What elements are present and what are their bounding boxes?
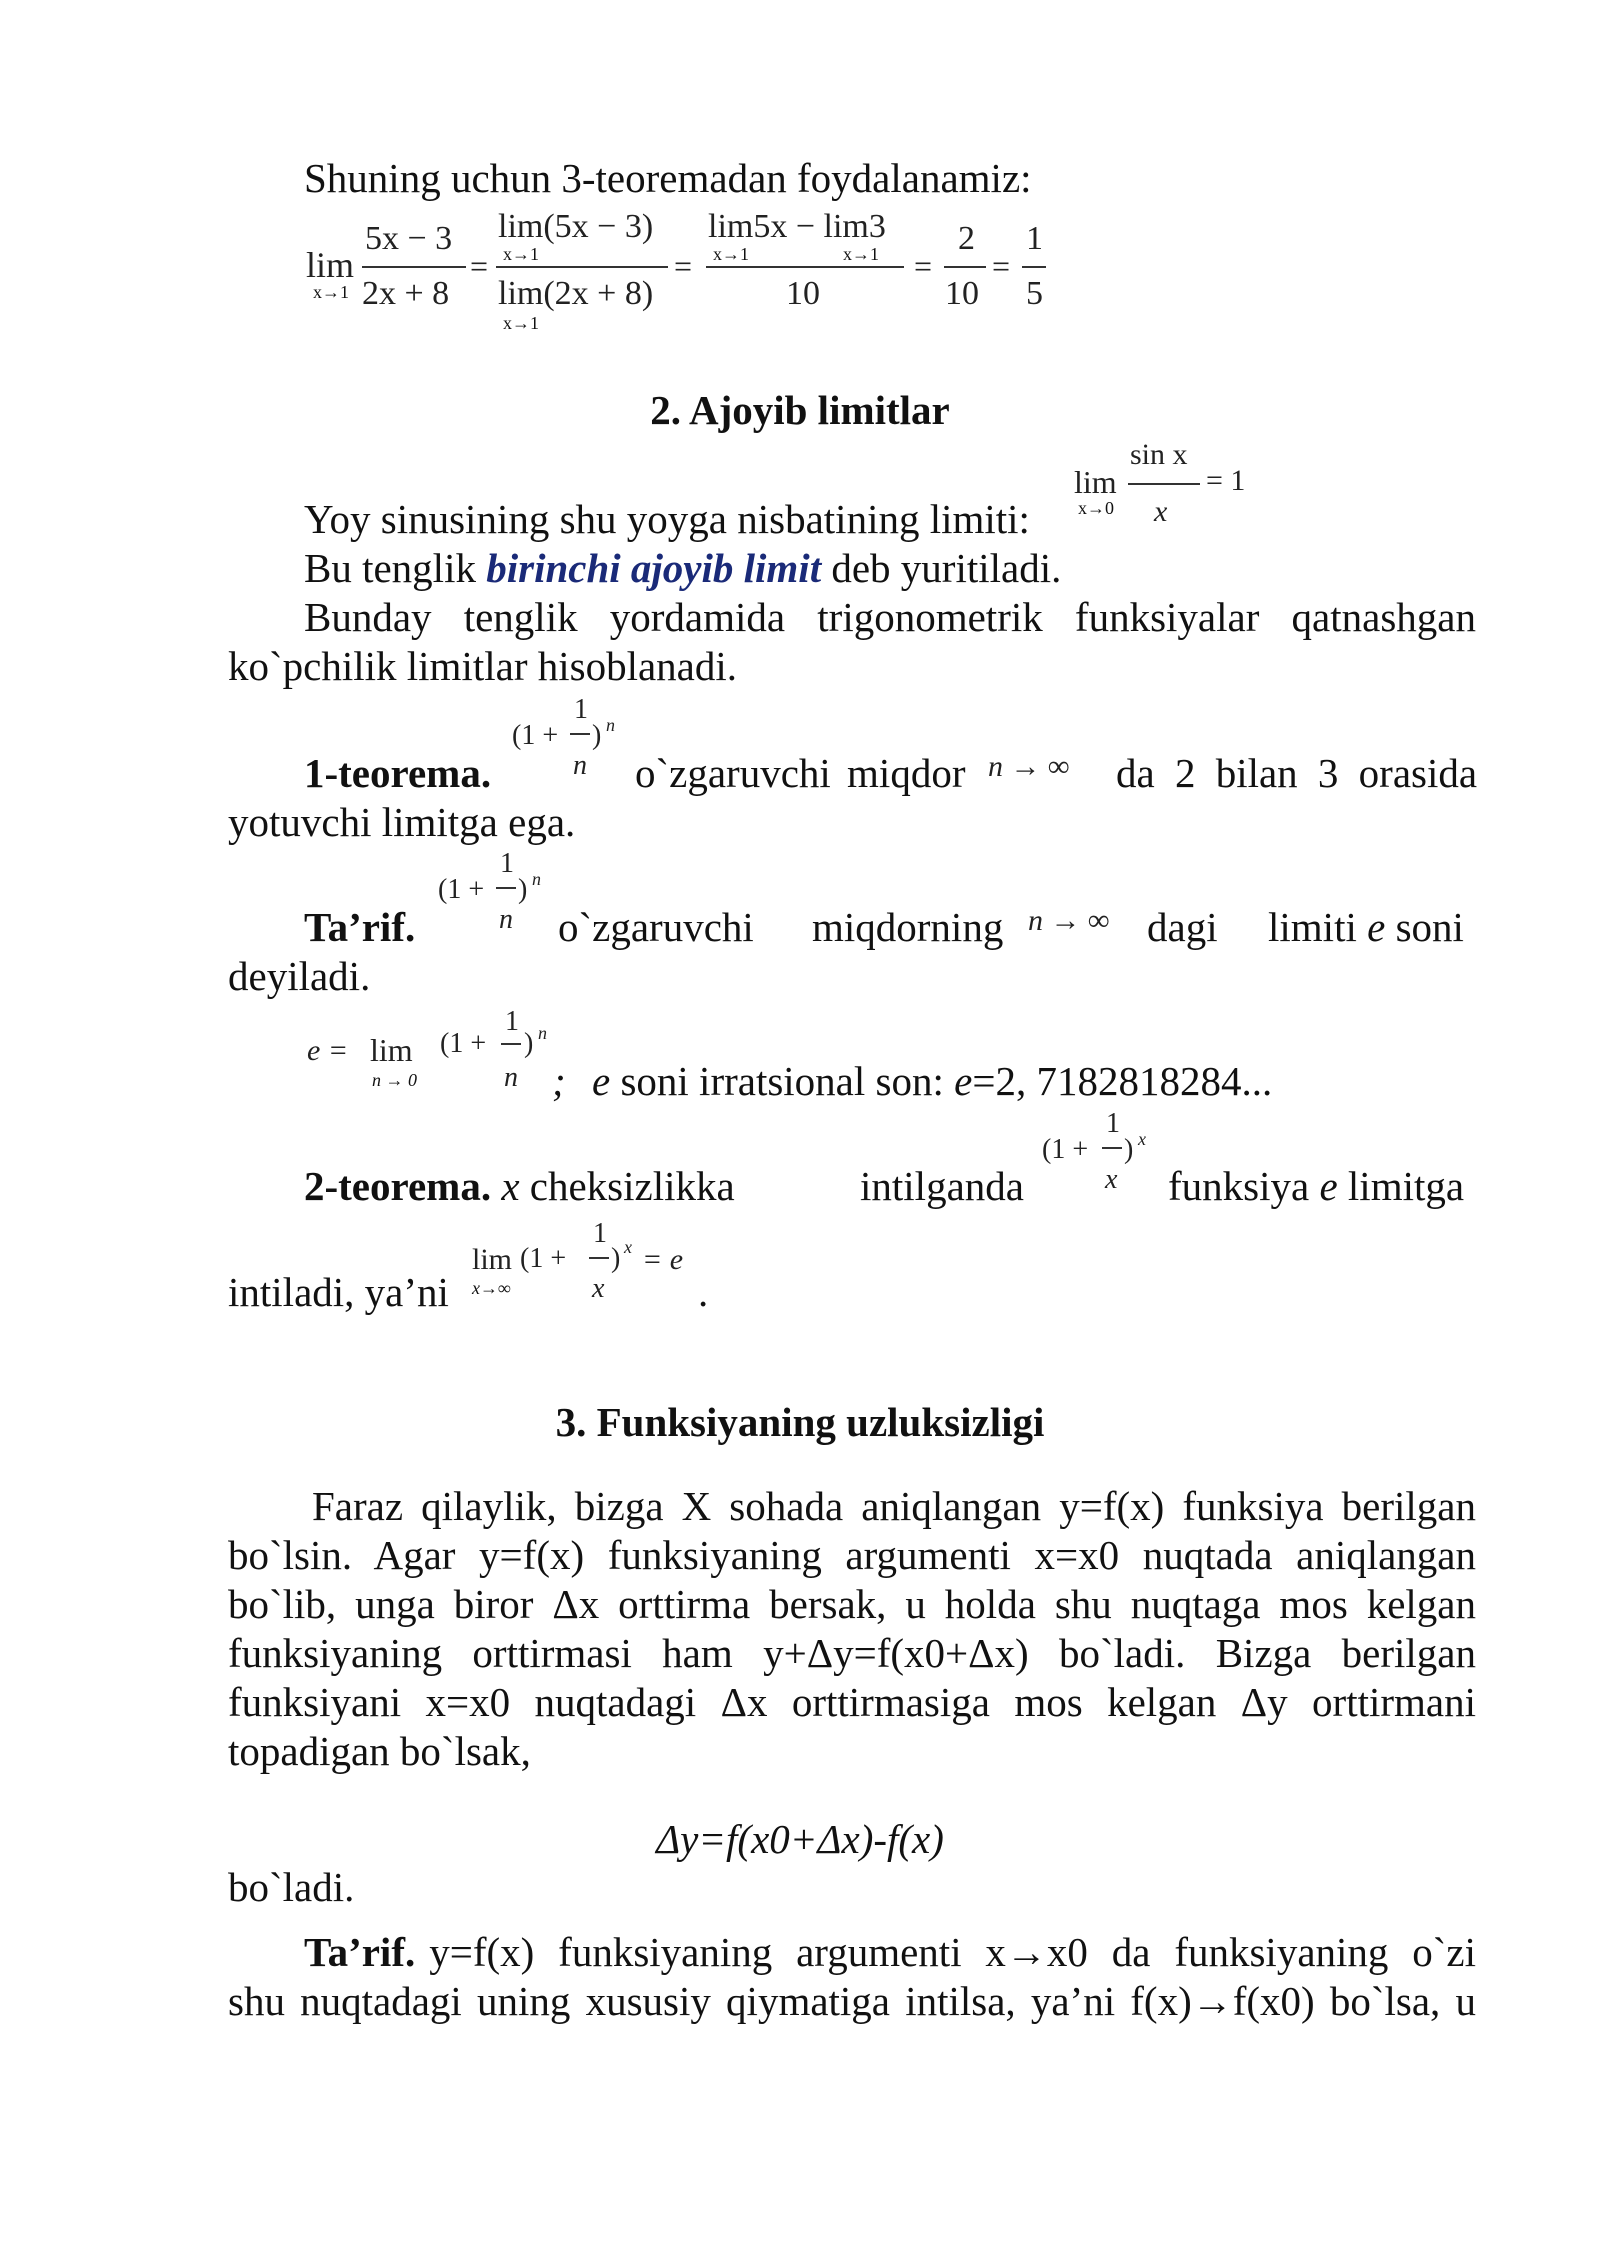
definition-1-word: o`zgaruvchi — [558, 904, 754, 950]
theorem-2-word: intilganda — [860, 1163, 1024, 1209]
frac-denominator: n — [499, 904, 513, 935]
word: Bunday — [304, 594, 432, 640]
bunday-line-1 — [304, 593, 1476, 641]
fraction-2-denominator: lim(2x + 8) — [498, 275, 654, 312]
frac-numerator: 1 — [1106, 1108, 1120, 1139]
faraz-line-4 — [228, 1629, 1476, 1677]
arc-sine-ratio-line: Yoy sinusining shu yoyga nisbatining limiti: — [304, 496, 1030, 542]
exponent-n: n — [532, 869, 541, 889]
text: bo`lib, unga biror Δx orttirma bersak, u holda shu nuqtaga mos kelgan — [228, 1581, 1476, 1627]
equals-e: = e — [642, 1243, 684, 1276]
text: limiti — [1268, 904, 1368, 950]
one-plus: (1 + — [512, 720, 559, 751]
fraction-1-denominator: 2x + 8 — [362, 275, 450, 312]
faraz-line-2 — [228, 1531, 1476, 1579]
definition-2-label: Ta’rif. — [304, 1929, 416, 1975]
exponent-n: n — [538, 1023, 547, 1043]
text: cheksizlikka — [519, 1163, 735, 1209]
frac-numerator: 1 — [593, 1218, 607, 1249]
e-irrational-line — [592, 1057, 1272, 1105]
text: shu nuqtadagi uning xususiy qiymatiga intilsa, ya’ni f(x)→f(x0) bo`lsa, u — [228, 1978, 1476, 2024]
lim: lim — [370, 1032, 413, 1068]
fraction-1-numerator: 5x − 3 — [365, 220, 453, 257]
close-paren: ) — [611, 1243, 621, 1274]
definition-1-label: Ta’rif. — [304, 904, 416, 950]
definition-1-word: dagi — [1147, 904, 1218, 950]
frac-denominator: n — [573, 750, 587, 781]
lim-subscript: x→1 — [313, 282, 349, 302]
fraction-2-numerator: lim(5x − 3) — [498, 208, 654, 245]
lim: lim — [1074, 464, 1117, 500]
close-paren: ) — [1124, 1134, 1134, 1165]
frac-numerator: 1 — [500, 848, 514, 879]
word: qatnashgan — [1291, 594, 1476, 640]
theorem-1-text: o`zgaruvchi miqdor — [635, 750, 966, 796]
fraction-4-denominator: 10 — [945, 275, 979, 312]
fraction-3-num-subscript-a: x→1 — [713, 244, 749, 264]
equals-sign: = — [914, 248, 933, 284]
word: yordamida — [609, 594, 786, 640]
e-symbol: e — [1319, 1163, 1338, 1209]
text: limitga — [1337, 1163, 1465, 1209]
n-to-infinity: n → ∞ — [1028, 904, 1110, 937]
section-3-heading: 3. Funksiyaning uzluksizligi — [555, 1399, 1045, 1445]
theorem-2-end-dot: . — [698, 1269, 709, 1315]
frac-bar — [570, 733, 590, 735]
definition-2-line-2 — [228, 1977, 1476, 2025]
fraction-3-bar — [706, 266, 904, 268]
intro-line: Shuning uchun 3-teoremadan foydalanamiz: — [304, 155, 1032, 201]
lim-subscript: n → 0 — [372, 1070, 417, 1090]
one-plus: (1 + — [438, 874, 485, 905]
sin-numerator: sin x — [1130, 438, 1188, 471]
fraction-4-numerator: 2 — [958, 220, 975, 257]
one-plus: (1 + — [1042, 1134, 1089, 1165]
faraz-line-5 — [228, 1678, 1476, 1726]
equals-sign: = — [674, 248, 693, 284]
fraction-3-denominator: 10 — [786, 275, 820, 312]
e-symbol: e — [592, 1058, 611, 1104]
text: funksiyaning orttirmasi ham y+Δy=f(x0+Δx) bo`ladi. Bizga berilgan — [228, 1630, 1476, 1676]
text: deb yuritiladi. — [821, 545, 1062, 591]
fraction-3-num-subscript-b: x→1 — [843, 244, 879, 264]
theorem-2-line-2: intiladi, ya’ni — [228, 1269, 449, 1315]
theorem-2-tail — [1168, 1162, 1464, 1210]
equals-one: = 1 — [1206, 464, 1246, 497]
equals-sign: = — [470, 248, 489, 284]
exponent-x: x — [624, 1237, 632, 1257]
text: Faraz qilaylik, bizga X sohada aniqlangan y=f(x) funksiya berilgan — [312, 1483, 1476, 1529]
keyword-first-remarkable-limit: birinchi ajoyib limit — [486, 545, 822, 591]
text: funksiya — [1168, 1163, 1320, 1209]
e-symbol: e — [1367, 904, 1386, 950]
text: =2, 7182818284... — [972, 1058, 1273, 1104]
theorem-2-label: 2-teorema. — [304, 1163, 492, 1209]
word: trigonometrik — [817, 594, 1043, 640]
sin-denominator: x — [1154, 495, 1168, 528]
fraction-2-den-subscript: x→1 — [503, 313, 539, 333]
text: soni irratsional son: — [610, 1058, 955, 1104]
frac-numerator: 1 — [505, 1006, 519, 1037]
frac-bar — [501, 1043, 521, 1045]
lim: lim — [306, 245, 355, 285]
close-paren: ) — [524, 1028, 534, 1059]
lim-subscript: x→0 — [1078, 498, 1114, 518]
equals-sign: = — [992, 248, 1011, 284]
fraction-1-bar — [362, 266, 466, 268]
frac-denominator: x — [1105, 1164, 1118, 1195]
frac-numerator: 1 — [574, 694, 588, 725]
section-2-heading: 2. Ajoyib limitlar — [650, 387, 950, 433]
theorem-1-label: 1-teorema. — [304, 750, 492, 796]
e-symbol: e — [954, 1058, 973, 1104]
e-equals: e = — [307, 1034, 349, 1067]
n-to-infinity: n → ∞ — [988, 750, 1070, 783]
one-plus: (1 + — [440, 1028, 487, 1059]
faraz-line-6: topadigan bo`lsak, — [228, 1728, 531, 1774]
faraz-line-1 — [312, 1482, 1476, 1530]
theorem-1-text-end: da 2 bilan 3 orasida — [1116, 750, 1478, 796]
exponent-n: n — [606, 715, 615, 735]
word: tenglik — [463, 594, 578, 640]
definition-1-word: miqdorning — [812, 904, 1004, 950]
theorem-1-line-2: yotuvchi limitga ega. — [228, 799, 576, 845]
frac-bar — [496, 887, 516, 889]
theorem-2-line-1 — [304, 1162, 735, 1210]
e-semicolon: ; — [552, 1058, 566, 1104]
faraz-line-3 — [228, 1580, 1476, 1628]
delta-y-formula: Δy=f(x0+Δx)-f(x) — [656, 1816, 944, 1862]
close-paren: ) — [518, 874, 528, 905]
fraction-5-denominator: 5 — [1026, 275, 1043, 312]
fraction-5-numerator: 1 — [1026, 220, 1043, 257]
bunday-line-2: ko`pchilik limitlar hisoblanadi. — [228, 643, 737, 689]
frac-bar — [589, 1257, 609, 1259]
fraction-5-bar — [1022, 266, 1046, 268]
exponent-x: x — [1138, 1129, 1146, 1149]
fraction-2-bar — [496, 266, 668, 268]
text: Bu tenglik — [304, 545, 487, 591]
lim: lim — [472, 1243, 513, 1276]
lim-subscript: x→∞ — [472, 1278, 511, 1298]
text: funksiyani x=x0 nuqtadagi Δx orttirmasiga mos kelgan Δy orttirmani — [228, 1679, 1476, 1725]
fraction-2-num-subscript: x→1 — [503, 244, 539, 264]
definition-2-line-1 — [304, 1928, 1476, 1976]
frac-denominator: n — [504, 1062, 518, 1093]
x-symbol: x — [491, 1163, 520, 1209]
text: soni — [1385, 904, 1464, 950]
text: y=f(x) funksiyaning argumenti x→x0 da funksiyaning o`zi — [429, 1929, 1476, 1975]
fraction-4-bar — [944, 266, 986, 268]
fraction-3-numerator: lim5x − lim3 — [708, 208, 886, 245]
one-plus: (1 + — [520, 1243, 567, 1274]
text: bo`lsin. Agar y=f(x) funksiyaning argumenti x=x0 nuqtada aniqlangan — [228, 1532, 1476, 1578]
frac-bar — [1102, 1147, 1122, 1149]
frac-denominator: x — [592, 1273, 605, 1304]
word: funksiyalar — [1074, 594, 1260, 640]
definition-1-word — [1268, 903, 1464, 951]
sin-fraction-bar — [1128, 483, 1200, 485]
close-paren: ) — [592, 720, 602, 751]
first-remarkable-limit-line — [304, 544, 1061, 592]
boladi-line: bo`ladi. — [228, 1864, 355, 1910]
definition-1-line-2: deyiladi. — [228, 953, 371, 999]
